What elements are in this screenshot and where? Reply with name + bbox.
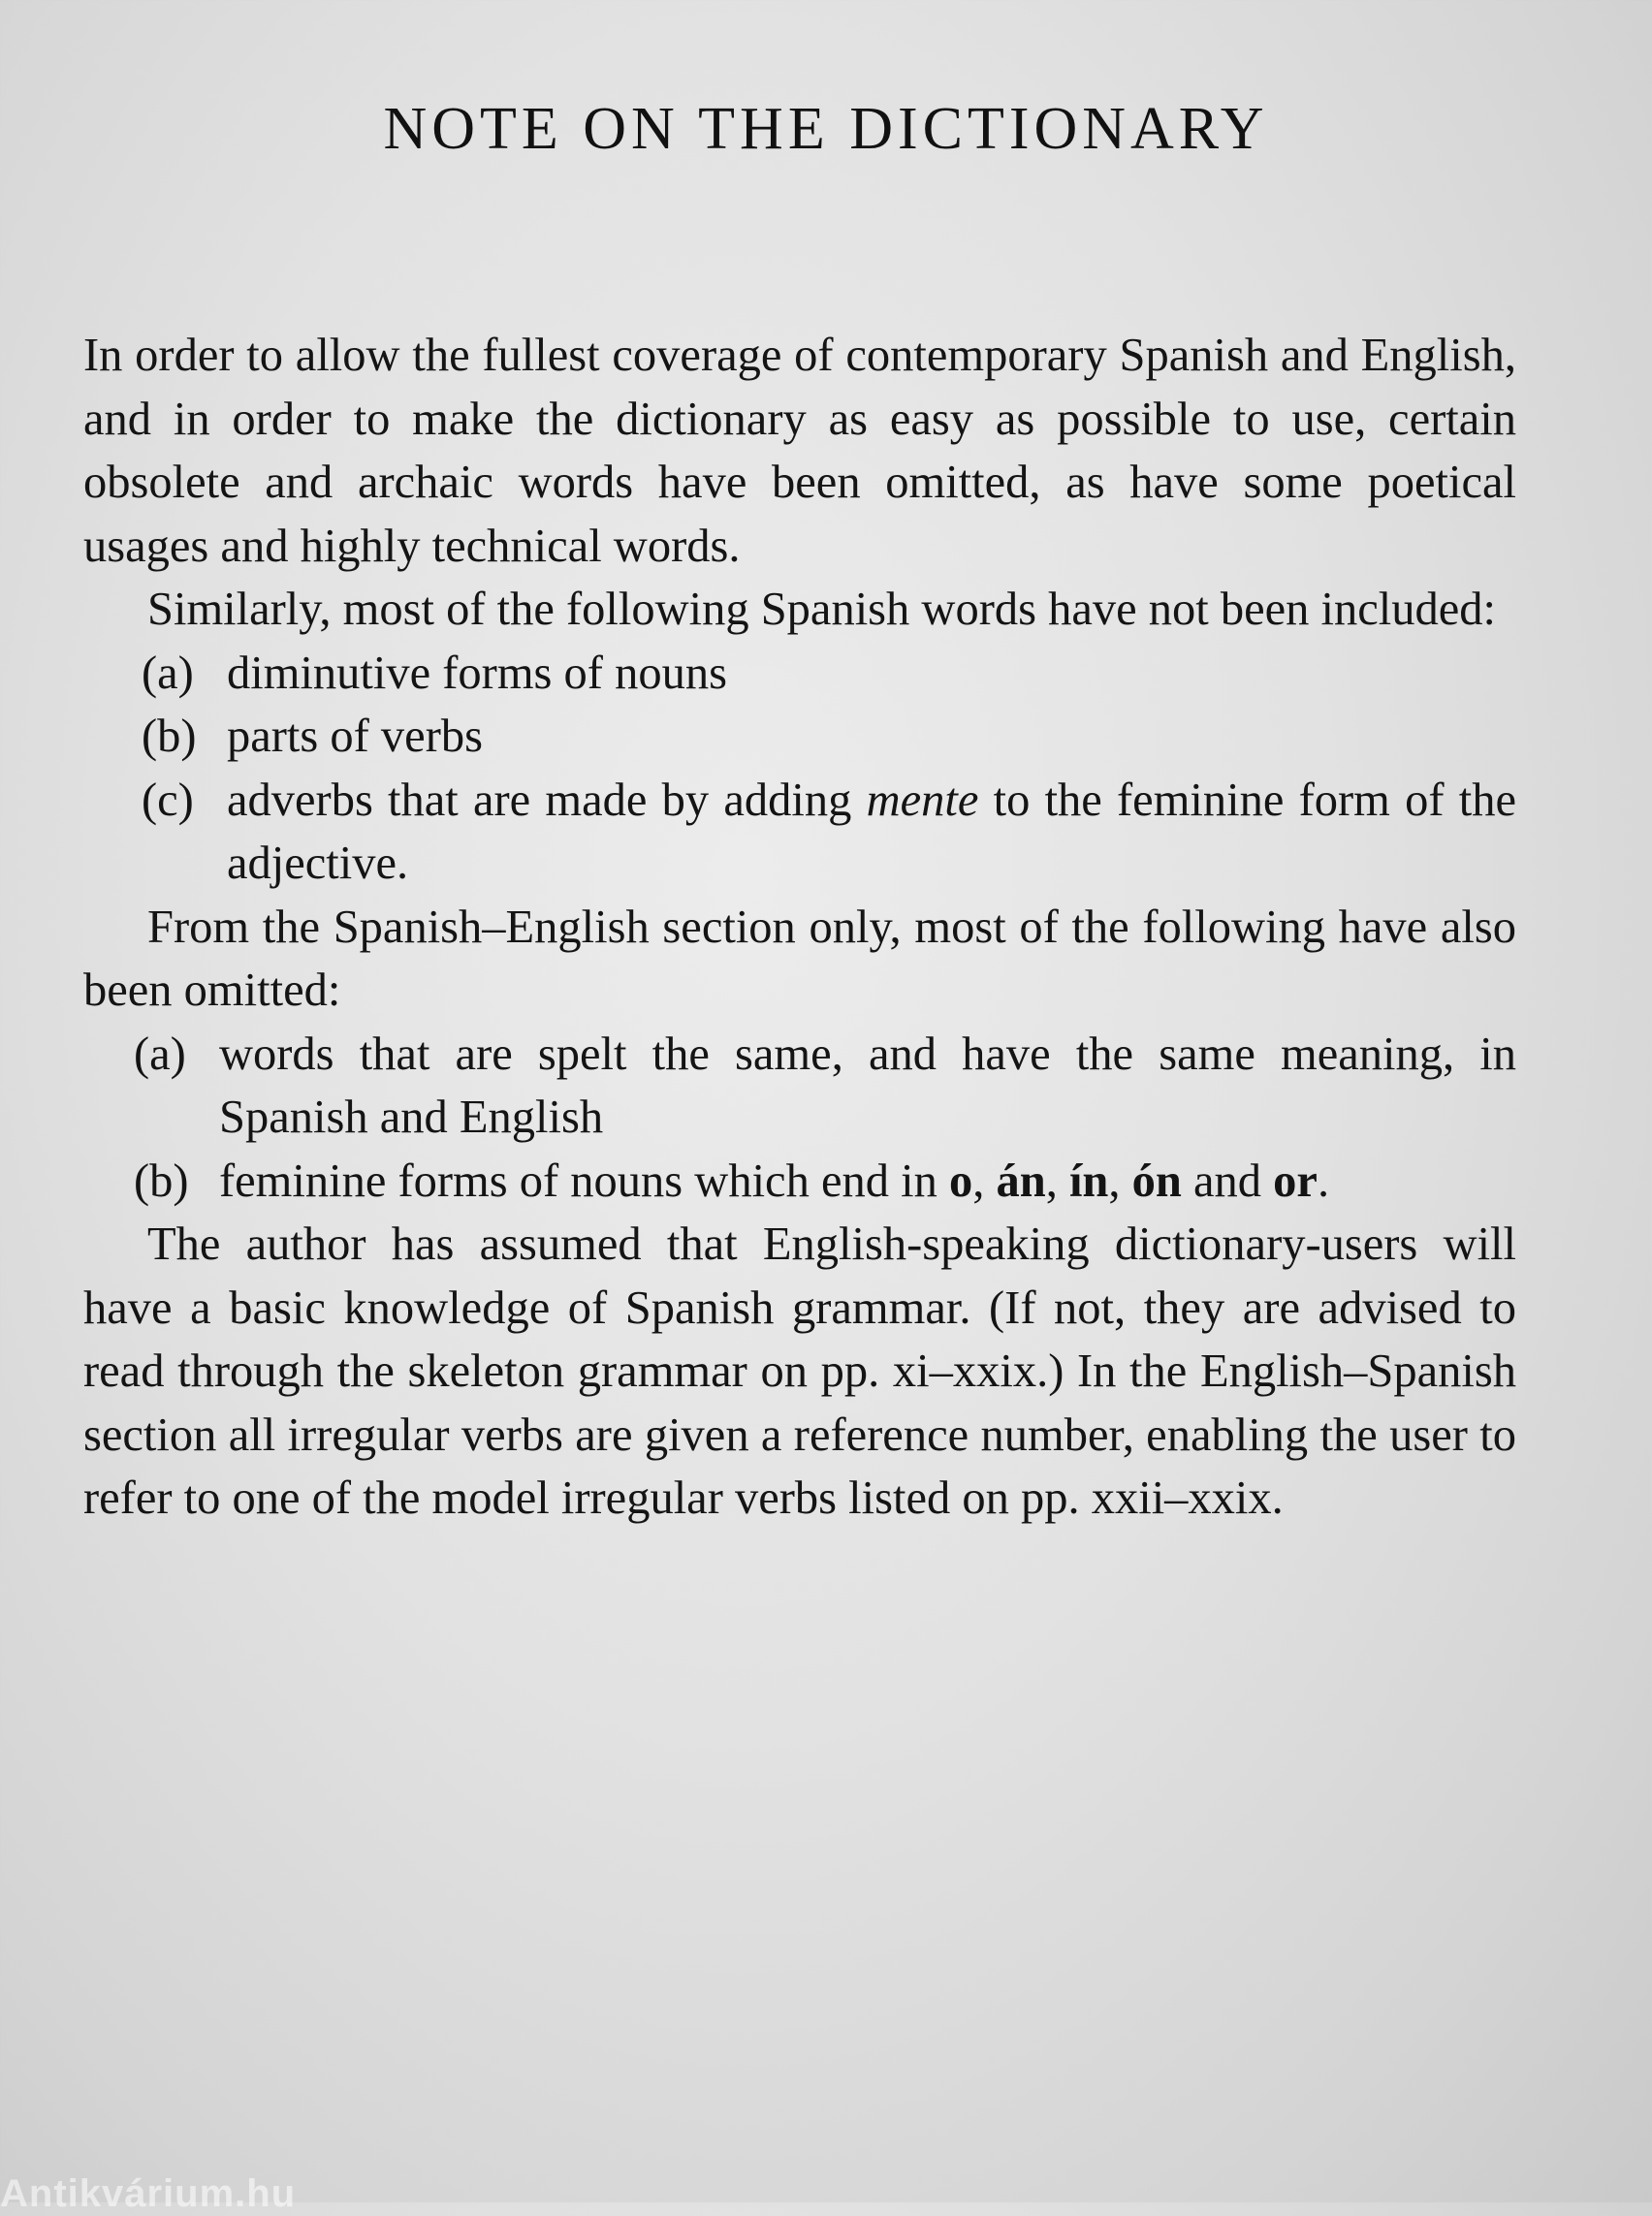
list-item-text: to the feminine form of the adjective. xyxy=(227,774,1516,889)
separator: , xyxy=(1045,1155,1069,1207)
list-item xyxy=(83,769,1516,896)
list-item-text: diminutive forms of nouns xyxy=(227,647,727,699)
intro-paragraph: In order to allow the fullest coverage of contemporary Spanish and English, and in order to make the dictionary as easy as possible to use, certain obsolete and archaic words have been omitted, as have some poetical usages and highly technical words. xyxy=(83,330,1516,572)
list-marker: (b) xyxy=(142,711,197,762)
list-marker: (a) xyxy=(142,647,194,699)
list-item xyxy=(83,1150,1516,1214)
list-item-text: feminine forms of nouns which end in xyxy=(219,1155,949,1207)
list-item-text: parts of verbs xyxy=(227,711,483,762)
list-marker: (c) xyxy=(142,774,194,826)
spanish-english-omissions-list xyxy=(83,1023,1516,1214)
list-item xyxy=(83,705,1516,769)
list-item xyxy=(83,1023,1516,1150)
bold-ending: án xyxy=(996,1155,1046,1207)
page-title: NOTE ON THE DICTIONARY xyxy=(383,96,1269,162)
list-marker: (b) xyxy=(134,1155,189,1207)
bold-ending: ín xyxy=(1068,1155,1109,1207)
list-item-text: adverbs that are made by adding xyxy=(227,774,867,826)
bold-ending: o xyxy=(948,1155,973,1207)
spanish-english-section-paragraph: From the Spanish–English section only, most of the following have also been omitted: xyxy=(83,901,1516,1016)
body-text xyxy=(83,324,1516,1531)
separator: , xyxy=(972,1155,997,1207)
italic-term: mente xyxy=(866,774,979,826)
list-item-text: . xyxy=(1317,1155,1330,1207)
list-marker: (a) xyxy=(134,1028,186,1080)
spanish-omissions-paragraph: Similarly, most of the following Spanish words have not been included: xyxy=(147,584,1497,635)
list-item-text: words that are spelt the same, and have the same meaning, in Spanish and English xyxy=(219,1028,1516,1143)
separator: and xyxy=(1181,1155,1274,1207)
bold-ending: or xyxy=(1273,1155,1318,1207)
list-item xyxy=(83,642,1516,706)
spanish-omissions-list xyxy=(83,642,1516,896)
separator: , xyxy=(1108,1155,1132,1207)
watermark-logo: Antikvárium.hu xyxy=(0,2172,297,2215)
grammar-note-paragraph: The author has assumed that English-speaking dictionary-users will have a basic knowledge of Spanish grammar. (If not, they are advised to read through the skeleton grammar on pp. xi–xxix.) In the English–Spanish section all irregular verbs are given a reference number, enabling the user to refer to one of the model irregular verbs listed on pp. xxii–xxix. xyxy=(83,1219,1516,1524)
bold-ending: ón xyxy=(1131,1155,1182,1207)
